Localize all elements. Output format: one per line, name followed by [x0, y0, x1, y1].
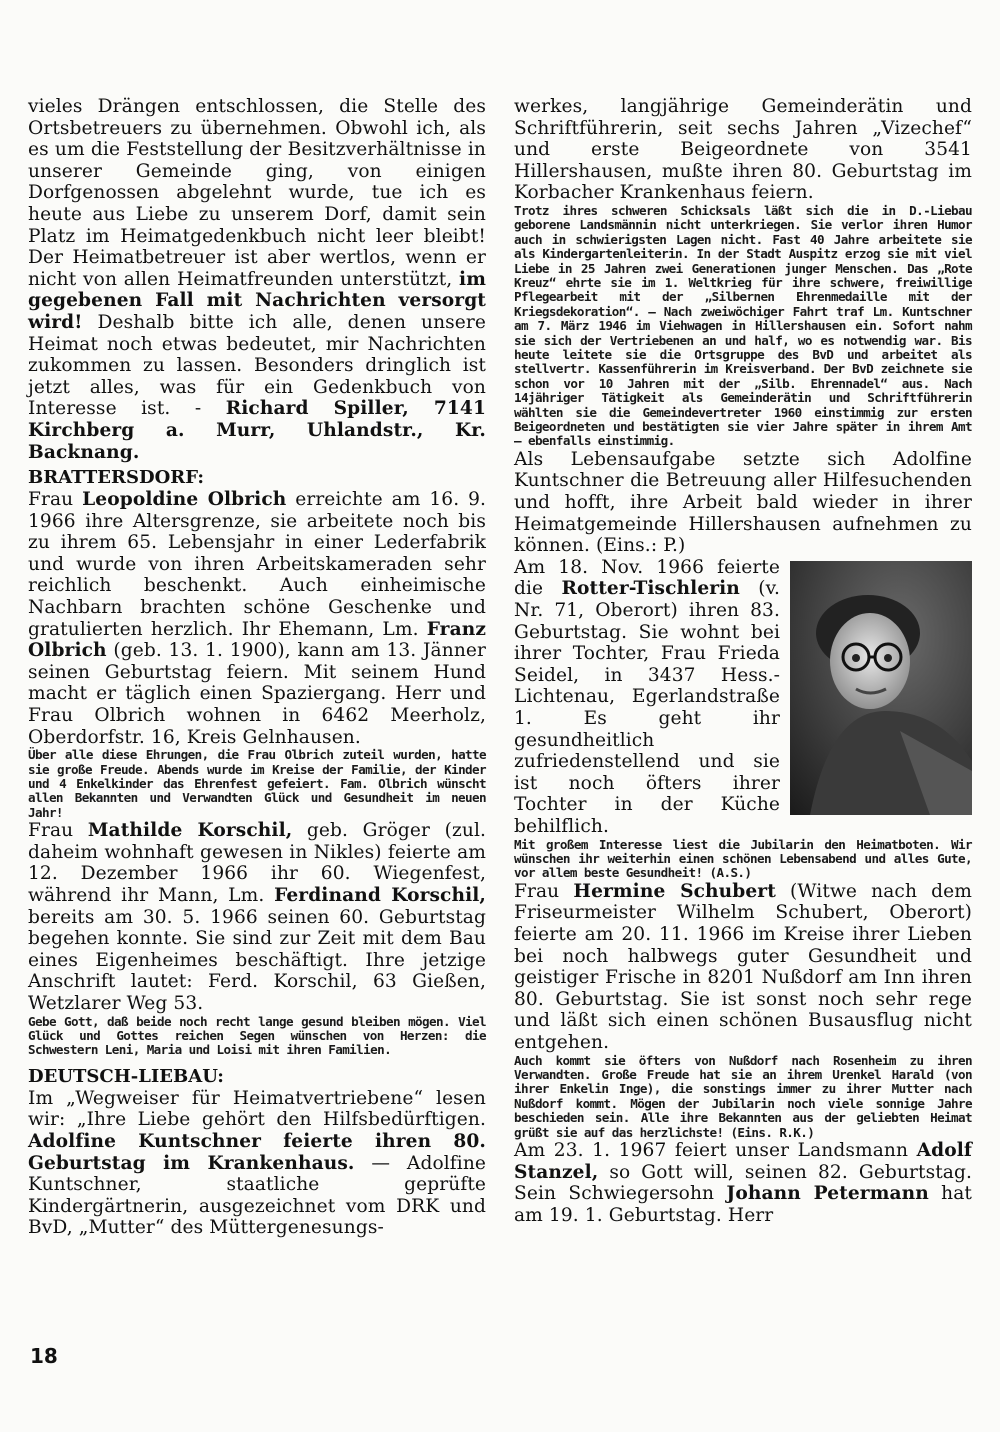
article-kuntschner-end: Als Lebensaufgabe setzte sich Adolfine Kuntschner die Betreuung aller Hilfesuchenden und hofft, ihre Arbeit bald wieder in ihrer Heimatgemeinde Hillershausen aufnehmen zu können. (Eins.: P.)	[514, 448, 972, 557]
bold-name: Hermine Schubert	[573, 880, 776, 902]
text: Frau	[28, 820, 88, 842]
article-spiller	[28, 96, 486, 463]
text: (v. Nr. 71, Oberort) ihren 83. Geburtstag. Sie wohnt bei ihrer Tochter, Frau Frieda Seidel, in 3437 Hess.-Lichtenau, Egerlandstraße 1. Es geht ihr gesundheitlich zufriedenstellend und sie ist noch öfters ihrer Tochter in der Küche behilflich.	[514, 578, 780, 837]
text: — Adolfine Kuntschner, staatliche geprüfte Kindergärtnerin, ausgezeichnet vom DRK und BvD, „Mutter“ des Müttergenesungs-	[28, 1152, 486, 1239]
text: Am 23. 1. 1967 feiert unser Landsmann	[514, 1139, 917, 1161]
article-kuntschner	[28, 1088, 486, 1239]
text: erreichte am 16. 9. 1966 ihre Altersgrenze, sie arbeitete noch bis zu ihrem 65. Lebensjahr in einer Lederfabrik und wurde von ihren Arbeitskameraden sehr reichlich beschenkt. Auch einheimische Nachbarn brachten schöne Geschenke und gratulierten herzlich. Ihr Ehemann, Lm.	[28, 489, 487, 640]
left-column	[28, 96, 486, 1239]
bold-name: Franz Olbrich	[28, 618, 486, 662]
article-kuntschner-continued: werkes, langjährige Gemeinderätin und Schriftführerin, seit sechs Jahren „Vizechef“ und erste Beigeordnete von 3541 Hillershausen, mußte ihren 80. Geburtstag im Korbacher Krankenhaus feiern.	[514, 96, 972, 204]
small-print-schubert: Auch kommt sie öfters von Nußdorf nach Rosenheim zu ihren Verwandten. Große Freude hat sie an ihrem Urenkel Harald (von ihrer Enkelin Inge), die sonstings immer zu ihrer Mutter nach Nußdorf kommt. Mögen der Jubilarin noch viele sonnige Jahre beschieden sein. Alle ihre Bekannten aus der geliebten Heimat grüßt sie auf das herzlichste! (Eins. R.K.)	[514, 1052, 972, 1140]
text: vieles Drängen entschlossen, die Stelle des Ortsbetreuers zu übernehmen. Obwohl ich, als es um die Feststellung der Besitzverhältnisse in unserer Gemeinde ging, von einigen Dorfgenossen abgelehnt wurde, tue ich es heute aus Liebe zu unserem Dorf, damit sein Platz im Heimatgedenkbuch nicht leer bleibt! Der Heimatbetreuer ist aber wertlos, wenn er nicht von allen Heimatfreunden unterstützt,	[28, 96, 486, 290]
article-schubert	[514, 881, 972, 1054]
bold-name: Rotter-Tischlerin	[561, 578, 740, 600]
portrait-photo	[790, 561, 972, 815]
text: bereits am 30. 5. 1966 seinen 60. Geburtstag begehen konnte. Sie sind zur Zeit mit dem Bau eines Eigenheimes beschäftigt. Ihre jetzige Anschrift lautet: Ferd. Korschil, 63 Gießen, Wetzlarer Weg 53.	[28, 906, 486, 1014]
author-signature: Richard Spiller, 7141 Kirchberg a. Murr, Uhlandstr., Kr. Backnang.	[28, 398, 486, 463]
article-korschil	[28, 820, 486, 1014]
rotter-article	[514, 557, 972, 838]
bold-name: Mathilde Korschil,	[87, 820, 293, 842]
bold-text: Adolfine Kuntschner feierte ihren 80. Geburtstag im Krankenhaus.	[28, 1131, 486, 1174]
small-print-olbrich: Über alle diese Ehrungen, die Frau Olbrich zuteil wurden, hatte sie große Freude. Abends wurde im Kreise der Familie, der Kinder und 4 Enkelkinder das Ehrenfest gefeiert. Fam. Olbrich wünscht allen Bekannten und Verwandten Glück und Gesundheit im neuen Jahr!	[28, 747, 486, 820]
text: (Witwe nach dem Friseurmeister Wilhelm Schubert, Oberort) feierte am 20. 11. 1966 im Kreise ihrer Lieben bei noch halbwegs guter Gesundheit und geistiger Frische in 8201 Nußdorf am Inn ihren 80. Geburtstag. Sie ist sonst noch sehr rege und läßt sich einen schönen Busausflug nicht entgehen.	[514, 880, 973, 1053]
article-stanzel	[514, 1140, 972, 1226]
text: Deshalb bitte ich alle, denen unsere Heimat noch etwas bedeutet, mir Nachrichten zukommen zu lassen. Besonders dringlich ist jetzt alles, was für ein Gedenkbuch von Interesse ist. -	[28, 311, 486, 420]
bold-name: Johann Petermann	[726, 1183, 929, 1205]
text: Am 18. Nov. 1966 feierte die	[514, 556, 780, 600]
text: Frau	[514, 880, 574, 902]
text: geb. Gröger (zul. daheim wohnhaft gewesen in Nikles) feierte am 12. Dezember 1966 ihr 60. Wiegenfest, während ihr Mann, Lm.	[28, 820, 486, 907]
right-column	[514, 96, 972, 1226]
page-number: 18	[30, 1344, 58, 1368]
text: Im „Wegweiser für Heimatvertriebene“ lesen wir: „Ihre Liebe gehört den Hilfsbedürftigen.	[28, 1087, 486, 1131]
small-print-korschil: Gebe Gott, daß beide noch recht lange gesund bleiben mögen. Viel Glück und Gottes reichen Segen wünschen von Herzen: die Schwestern Leni, Maria und Loisi mit ihren Familien.	[28, 1013, 486, 1058]
bold-text: im gegebenen Fall mit Nachrichten versorgt wird!	[28, 268, 486, 333]
text: Frau	[28, 489, 83, 511]
portrait-image	[790, 561, 972, 815]
small-print-rotter: Mit großem Interesse liest die Jubilarin den Heimatboten. Wir wünschen ihr weiterhin einen schönen Lebensabend und alles Gute, vor allem beste Gesundheit! (A.S.)	[514, 836, 972, 881]
bold-name: Adolf Stanzel,	[514, 1139, 972, 1183]
article-olbrich	[28, 489, 486, 748]
small-print-kuntschner: Trotz ihres schweren Schicksals läßt sich die in D.-Liebau geborene Landsmännin nicht unterkriegen. Sie verlor ihren Humor auch in schwierigsten Lagen nicht. Fast 40 Jahre arbeitete sie als Kindergartenleiterin. In der Stadt Auspitz erzog sie mit viel Liebe in 25 Jahren zwei Generationen junger Menschen. Das „Rote Kreuz“ ehrte sie im 1. Weltkrieg für ihre schwere, freiwillige Pflegearbeit mit der „Silbernen Ehrenmedaille mit der Kriegsdekoration“. — Nach zweiwöchiger Fahrt traf Lm. Kuntschner am 7. März 1946 im Viehwagen in Hillershausen ein. Sofort nahm sie sich der Vertriebenen an und half, wo es notwendig war. Bis heute leitete sie die Ortsgruppe des BvD und arbeitet als stellvertr. Kassenführerin im Kreisverband. Der BvD zeichnete sie schon vor 10 Jahren mit der „Silb. Ehrennadel“ aus. Nach 14jähriger Tätigkeit als Gemeinderätin und Schriftführerin wählten sie die Gemeindevertreter 1960 einstimmig zur ersten Beigeordneten und bestätigten sie vier Jahre später in ihrem Amt — ebenfalls einstimmig.	[514, 202, 972, 449]
text: (geb. 13. 1. 1900), kann am 13. Jänner seinen Geburtstag feiern. Mit seinem Hund macht er täglich einen Spaziergang. Herr und Frau Olbrich wohnen in 6462 Meerholz, Oberdorfstr. 16, Kreis Gelnhausen.	[28, 640, 486, 748]
section-heading-deutsch-liebau: DEUTSCH-LIEBAU:	[28, 1065, 224, 1087]
section-heading-brattersdorf: BRATTERSDORF:	[28, 467, 205, 489]
text: hat am 19. 1. Geburtstag. Herr	[514, 1183, 972, 1226]
bold-name: Leopoldine Olbrich	[82, 489, 287, 511]
text: so Gott will, seinen 82. Geburtstag. Sein Schwiegersohn	[514, 1161, 972, 1205]
bold-name: Ferdinand Korschil,	[274, 885, 486, 907]
